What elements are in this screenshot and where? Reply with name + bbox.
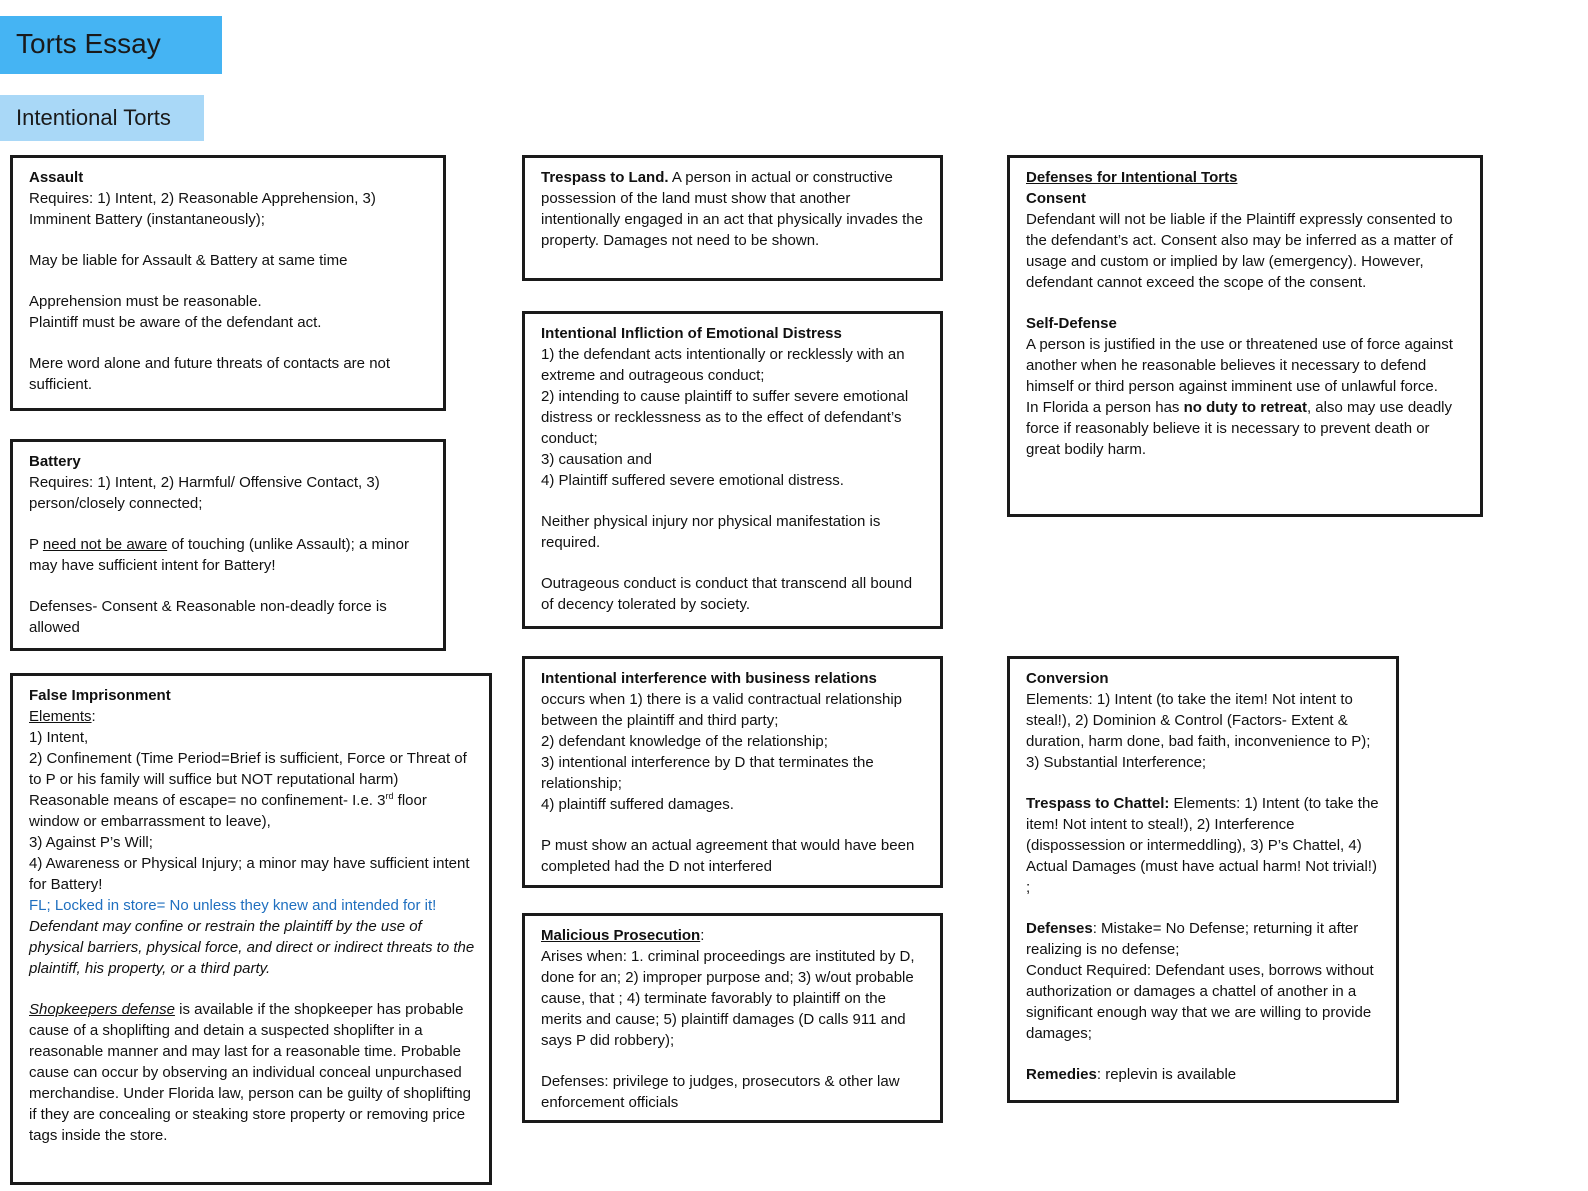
fi-elements-label: Elements (29, 708, 92, 725)
malicious-arises: Arises when: 1. criminal proceedings are instituted by D, done for an; 2) improper purpose and; 3) w/out probable cause, that ; 4) terminate favorably to plaintiff on the merits and cause; 5) plaintiff damages (D calls 911 and says P did robbery); (541, 948, 915, 1049)
fi-e1: 1) Intent, (29, 729, 89, 746)
fi-e2-sup: rd (385, 791, 394, 801)
iied-heading: Intentional Infliction of Emotional Distress (541, 325, 842, 342)
defenses-box (1007, 155, 1483, 517)
conversion-elements: Elements: 1) Intent (to take the item! Not intent to steal!), 2) Dominion & Control (Factors- Extent & duration, harm done, bad faith, inconvenience to P); 3) Substantial Interference; (1026, 691, 1371, 771)
no-duty-to-retreat: no duty to retreat (1183, 399, 1307, 416)
battery-requires: Requires: 1) Intent, 2) Harmful/ Offensive Contact, 3) person/closely connected; (29, 474, 380, 512)
malicious-prosecution-box (522, 913, 943, 1123)
malicious-heading-line (541, 925, 926, 946)
remedies-text: : replevin is available (1096, 1066, 1237, 1083)
consent-heading: Consent (1026, 190, 1086, 207)
business-relations-box (522, 656, 943, 888)
conversion-defenses (1026, 918, 1382, 960)
business-e2: 2) defendant knowledge of the relationship; (541, 733, 828, 750)
iied-e2: 2) intending to cause plaintiff to suffer severe emotional distress or recklessness as to the effect of defendant’s conduct; (541, 388, 909, 447)
iied-outrageous: Outrageous conduct is conduct that transcend all bound of decency tolerated by society. (541, 575, 913, 613)
assault-box (10, 155, 446, 411)
iied-e1: 1) the defendant acts intentionally or recklessly with an extreme and outrageous conduct; (541, 346, 905, 384)
battery-touching: of touching (unlike Assault); a minor may have sufficient intent for Battery! (29, 536, 409, 574)
trespass-chattel-label: Trespass to Chattel: (1026, 795, 1170, 812)
self-defense-heading: Self-Defense (1026, 315, 1117, 332)
trespass-land-heading: Trespass to Land. (541, 169, 669, 186)
assault-same-time: May be liable for Assault & Battery at same time (29, 252, 348, 269)
malicious-colon: : (700, 927, 705, 944)
conversion-defenses-label: Defenses (1026, 920, 1093, 937)
section-heading: Intentional Torts (0, 95, 204, 141)
iied-e3: 3) causation and (541, 451, 652, 468)
fi-e4: 4) Awareness or Physical Injury; a minor may have sufficient intent for Battery! (29, 855, 470, 893)
battery-need-not: need not be aware (42, 536, 168, 553)
page-title: Torts Essay (0, 16, 222, 74)
conversion-remedies (1026, 1064, 1382, 1085)
fi-elements (29, 706, 475, 727)
assault-heading: Assault (29, 169, 84, 186)
florida-text (1026, 397, 1466, 460)
consent-text: Defendant will not be liable if the Plaintiff expressly consented to the defendant’s act. Consent also may be inferred as a matter of usage and custom or implied by law (emergency). However, defendant cannot exceed the scope of the consent. (1026, 211, 1453, 291)
florida-prefix: In Florida a person has (1026, 399, 1184, 416)
battery-box (10, 439, 446, 651)
malicious-heading: Malicious Prosecution (541, 927, 701, 944)
fi-heading: False Imprisonment (29, 687, 171, 704)
iied-neither: Neither physical injury nor physical manifestation is required. (541, 513, 881, 551)
fi-shopkeepers-label: Shopkeepers defense (29, 1001, 175, 1018)
trespass-land-text (541, 167, 926, 251)
business-heading: Intentional interference with business relations (541, 670, 877, 687)
fi-shopkeepers (29, 999, 475, 1146)
fi-e2-end: floor window or embarrassment to leave), (29, 792, 427, 830)
fi-elements-colon: : (91, 708, 96, 725)
battery-awareness (29, 534, 429, 576)
trespass-land-body: A person in actual or constructive possession of the land must show that another intentionally engaged in an act that physically invades the property. Damages not need to be shown. (541, 169, 923, 249)
business-occurs: occurs when 1) there is a valid contractual relationship between the plaintiff and third party; (541, 691, 903, 729)
fi-e2-text: 2) Confinement (Time Period=Brief is sufficient, Force or Threat of to P or his family will suffice but NOT reputational harm) Reasonable means of escape= no confinement- I.e. 3 (29, 750, 467, 809)
conversion-heading: Conversion (1026, 670, 1109, 687)
fi-florida-note: FL; Locked in store= No unless they knew and intended for it! (29, 897, 437, 914)
iied-box (522, 311, 943, 629)
fi-italic-note: Defendant may confine or restrain the plaintiff by the use of physical barriers, physical force, and direct or indirect threats to the plaintiff, his property, or a third party. (29, 918, 475, 977)
conversion-box (1007, 656, 1399, 1103)
remedies-label: Remedies (1026, 1066, 1097, 1083)
conversion-conduct: Conduct Required: Defendant uses, borrows without authorization or damages a chattel of another in a significant enough way that we are willing to provide damages; (1026, 962, 1374, 1042)
assault-requires: Requires: 1) Intent, 2) Reasonable Apprehension, 3) Imminent Battery (instantaneously); (29, 190, 376, 228)
fi-shopkeepers-text: is available if the shopkeeper has probable cause of a shoplifting and detain a suspected shoplifter in a reasonable manner and may last for a reasonable time. Probable cause can occur by observing an individual conceal unpurchased merchandise. Under Florida law, person can be guilty of shoplifting if they are concealing or steaking store property or removing price tags inside the store. (29, 1001, 471, 1144)
assault-aware: Plaintiff must be aware of the defendant act. (29, 314, 322, 331)
battery-p-prefix: P (29, 536, 43, 553)
business-must-show: P must show an actual agreement that would have been completed had the D not interfered (541, 837, 915, 875)
assault-mere-word: Mere word alone and future threats of contacts are not sufficient. (29, 355, 391, 393)
defenses-heading: Defenses for Intentional Torts (1026, 169, 1238, 186)
iied-e4: 4) Plaintiff suffered severe emotional distress. (541, 472, 844, 489)
florida-suffix: , also may use deadly force if reasonably believe it is necessary to prevent death or great bodily harm. (1026, 399, 1453, 458)
battery-heading: Battery (29, 453, 81, 470)
fi-e3: 3) Against P’s Will; (29, 834, 153, 851)
conversion-defenses-text: : Mistake= No Defense; returning it after realizing is no defense; (1026, 920, 1359, 958)
trespass-chattel-text: Elements: 1) Intent (to take the item! Not intent to steal!), 2) Interference (dispossession or intermeddling), 3) P’s Chattel, 4) Actual Damages (must have actual harm! Not trivial!) ; (1026, 795, 1379, 896)
self-defense-text: A person is justified in the use or threatened use of force against another when he reasonable believes it necessary to defend himself or third person against imminent use of unlawful force. (1026, 336, 1453, 395)
false-imprisonment-box (10, 673, 492, 1185)
trespass-chattel (1026, 793, 1382, 898)
business-e4: 4) plaintiff suffered damages. (541, 796, 734, 813)
trespass-land-box (522, 155, 943, 281)
business-e3: 3) intentional interference by D that terminates the relationship; (541, 754, 874, 792)
malicious-defenses: Defenses: privilege to judges, prosecutors & other law enforcement officials (541, 1073, 900, 1111)
fi-e2 (29, 748, 475, 832)
battery-defenses: Defenses- Consent & Reasonable non-deadly force is allowed (29, 598, 387, 636)
assault-apprehension: Apprehension must be reasonable. (29, 293, 262, 310)
